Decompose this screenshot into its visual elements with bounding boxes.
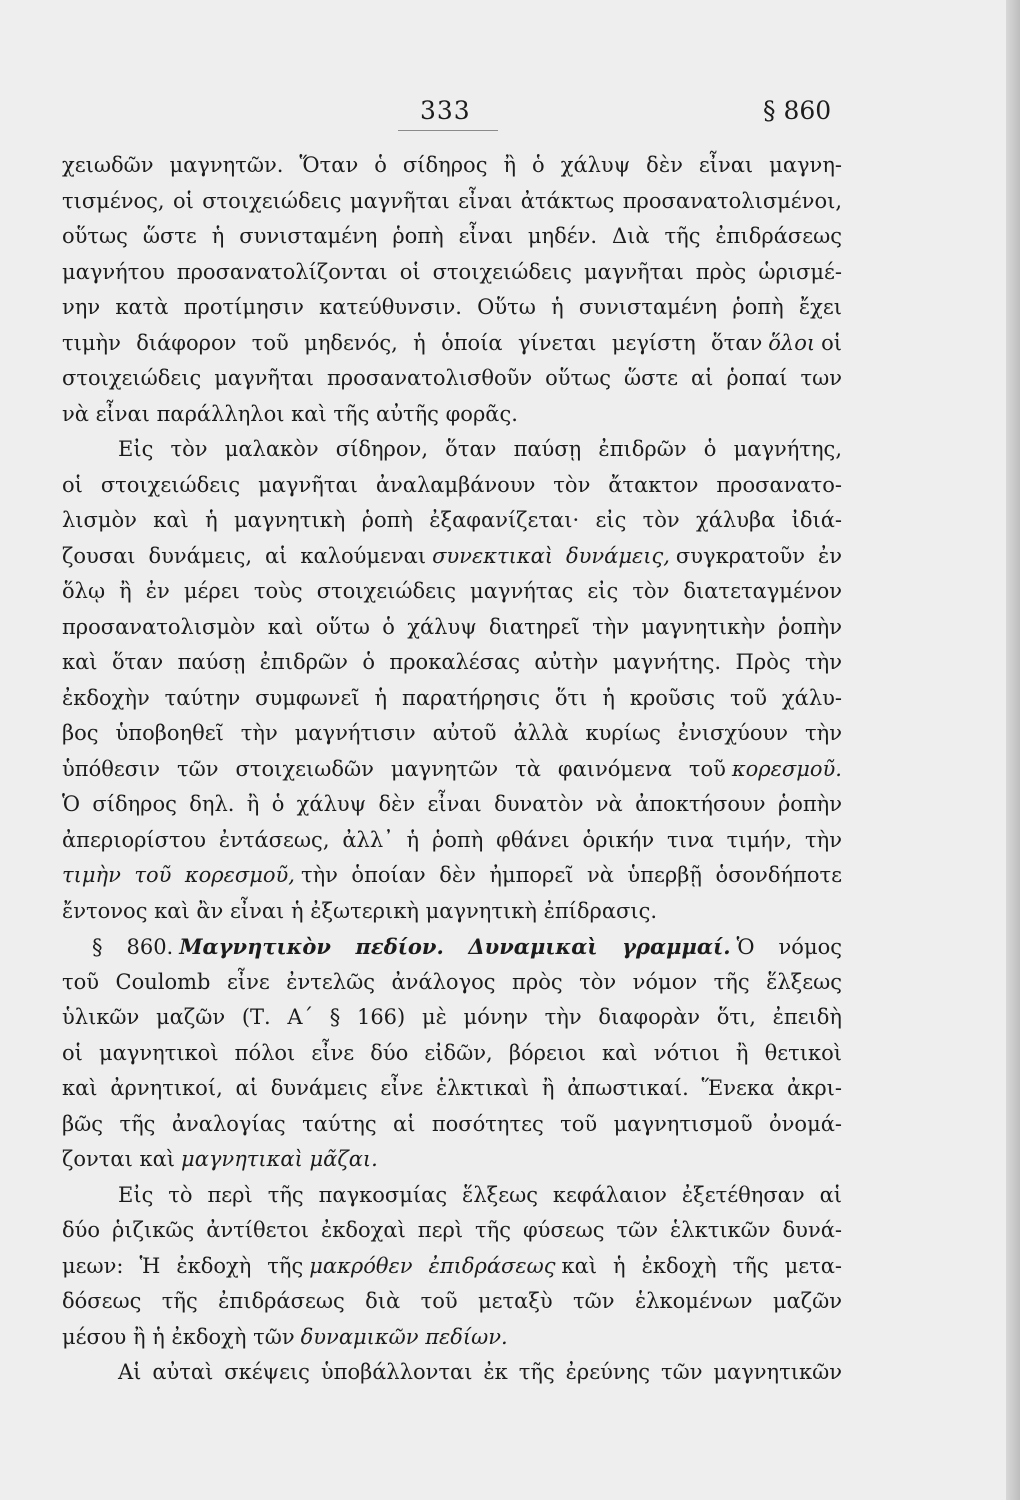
text-line: στοιχειώδεις μαγνῆται προσανατολισθοῦν οὕτως ὥστε αἱ ῥοπαί των (62, 366, 842, 390)
text-line: νην κατὰ προτίμησιν κατεύθυνσιν. Οὕτω ἡ συνισταμένη ῥοπὴ ἔχει (62, 295, 842, 319)
text-line: οἱ μαγνητικοὶ πόλοι εἶνε δύο εἰδῶν, βόρειοι καὶ νότιοι ἢ θετικοὶ (62, 1040, 842, 1065)
paragraph-end-line: μέσου ἢ ἡ ἐκδοχὴ τῶν δυναμικῶν πεδίων. (62, 1324, 508, 1349)
page-number-rule (398, 130, 498, 131)
section-title: Μαγνητικὸν πεδίον. Δυναμικαὶ γραμμαί. (179, 934, 731, 959)
text-line: καὶ ὅταν παύσῃ ἐπιδρῶν ὁ προκαλέσας αὐτὴν μαγνήτης. Πρὸς τὴν (62, 650, 842, 674)
text-line: Ὁ σίδηρος δηλ. ἢ ὁ χάλυψ δὲν εἶναι δυνατὸν νὰ ἀποκτήσουν ῥοπὴν (62, 792, 842, 816)
text-line: ὑπόθεσιν τῶν στοιχειωδῶν μαγνητῶν τὰ φαινόμενα τοῦ κορεσμοῦ. (62, 756, 842, 781)
page-header (0, 96, 1020, 136)
page-edge-shadow (1006, 0, 1020, 1500)
paragraph-end-line: ἔντονος καὶ ἂν εἶναι ἡ ἐξωτερικὴ μαγνητικὴ ἐπίδρασις. (62, 898, 658, 923)
paragraph-end-line: νὰ εἶναι παράλληλοι καὶ τῆς αὐτῆς φορᾶς. (62, 401, 518, 426)
text-line: οἱ στοιχειώδεις μαγνῆται ἀναλαμβάνουν τὸν ἄτακτον προσανατο- (62, 472, 842, 497)
text-line: ὅλῳ ἢ ἐν μέρει τοὺς στοιχειώδεις μαγνήτας εἰς τὸν διατεταγμένον (62, 579, 842, 603)
italic-term: τιμὴν τοῦ κορεσμοῦ, (62, 863, 295, 887)
text-line: δύο ῥιζικῶς ἀντίθετοι ἐκδοχαὶ περὶ τῆς φύσεως τῶν ἑλκτικῶν δυνά- (62, 1218, 842, 1242)
text-line: μαγνήτου προσανατολίζονται οἱ στοιχειώδεις μαγνῆται πρὸς ὡρισμέ- (62, 259, 842, 284)
text-line: καὶ ἀρνητικοί, αἱ δυνάμεις εἶνε ἑλκτικαὶ ἢ ἀπωστικαί. Ἕνεκα ἀκρι- (62, 1076, 842, 1100)
italic-term: μαγνητικαὶ μᾶζαι. (181, 1147, 378, 1171)
text-line: προσανατολισμὸν καὶ οὕτω ὁ χάλυψ διατηρεῖ τὴν μαγνητικὴν ῥοπὴν (62, 614, 842, 639)
text-line: βῶς τῆς ἀναλογίας ταύτης αἱ ποσότητες τοῦ μαγνητισμοῦ ὀνομά- (62, 1111, 842, 1136)
paragraph-start-line: Αἱ αὐταὶ σκέψεις ὑποβάλλονται ἐκ τῆς ἐρεύνης τῶν μαγνητικῶν (118, 1360, 842, 1384)
text-line: τιμὴν τοῦ κορεσμοῦ, τὴν ὁποίαν δὲν ἠμπορεῖ νὰ ὑπερβῇ ὁσονδήποτε (62, 863, 842, 887)
paragraph-start-line: Εἰς τὸ περὶ τῆς παγκοσμίας ἕλξεως κεφάλαιον ἐξετέθησαν αἱ (118, 1182, 842, 1207)
italic-term: κορεσμοῦ. (731, 756, 842, 781)
page-number: 333 (420, 96, 471, 125)
text-line: τιμὴν διάφορον τοῦ μηδενός, ἡ ὁποία γίνεται μεγίστη ὅταν ὅλοι οἱ (62, 330, 842, 355)
paragraph-end-line: ζονται καὶ μαγνητικαὶ μᾶζαι. (62, 1147, 378, 1171)
text-line: βος ὑποβοηθεῖ τὴν μαγνήτισιν αὐτοῦ ἀλλὰ κυρίως ἐνισχύουν τὴν (62, 721, 842, 745)
section-reference: § 860 (763, 96, 832, 125)
italic-term: μακρόθεν ἐπιδράσεως (309, 1253, 556, 1278)
text-line: τοῦ Coulomb εἶνε ἐντελῶς ἀνάλογος πρὸς τὸν νόμον τῆς ἕλξεως (62, 969, 842, 994)
section-heading-line: § 860. Μαγνητικὸν πεδίον. Δυναμικαὶ γραμμαί. Ὁ νόμος (92, 934, 842, 959)
text-line: οὕτως ὥστε ἡ συνισταμένη ῥοπὴ εἶναι μηδέν. Διὰ τῆς ἐπιδράσεως (62, 224, 842, 248)
text-line: ἐκδοχὴν ταύτην συμφωνεῖ ἡ παρατήρησις ὅτι ἡ κροῦσις τοῦ χάλυ- (62, 685, 842, 710)
text-line: λισμὸν καὶ ἡ μαγνητικὴ ῥοπὴ ἐξαφανίζεται· εἰς τὸν χάλυβα ἰδιά- (62, 508, 842, 532)
text-line: τισμένος, οἱ στοιχειώδεις μαγνῆται εἶναι ἀτάκτως προσανατολισμένοι, (62, 188, 842, 213)
italic-term: δυναμικῶν πεδίων. (300, 1324, 508, 1349)
text-line: ὑλικῶν μαζῶν (Τ. Α´ § 166) μὲ μόνην τὴν διαφορὰν ὅτι, ἐπειδὴ (62, 1005, 842, 1029)
section-number: § 860. (92, 935, 174, 959)
body-text (62, 148, 842, 1391)
text-line: δόσεως τῆς ἐπιδράσεως διὰ τοῦ μεταξὺ τῶν ἑλκομένων μαζῶν (62, 1289, 842, 1313)
paragraph-start-line: Εἰς τὸν μαλακὸν σίδηρον, ὅταν παύσῃ ἐπιδρῶν ὁ μαγνήτης, (118, 437, 842, 461)
italic-term: ὅλοι (768, 330, 816, 355)
text-line: ζουσαι δυνάμεις, αἱ καλούμεναι συνεκτικαὶ δυνάμεις, συγκρατοῦν ἐν (62, 543, 842, 568)
text-line: ἀπεριορίστου ἐντάσεως, ἀλλ᾽ ἡ ῥοπὴ φθάνει ὁρικήν τινα τιμήν, τὴν (62, 827, 842, 852)
text-line: μεων: Ἡ ἐκδοχὴ τῆς μακρόθεν ἐπιδράσεως καὶ ἡ ἐκδοχὴ τῆς μετα- (62, 1253, 842, 1278)
italic-term: συνεκτικαὶ δυνάμεις, (432, 543, 670, 568)
text-line: χειωδῶν μαγνητῶν. Ὅταν ὁ σίδηρος ἢ ὁ χάλυψ δὲν εἶναι μαγνη- (62, 153, 842, 177)
